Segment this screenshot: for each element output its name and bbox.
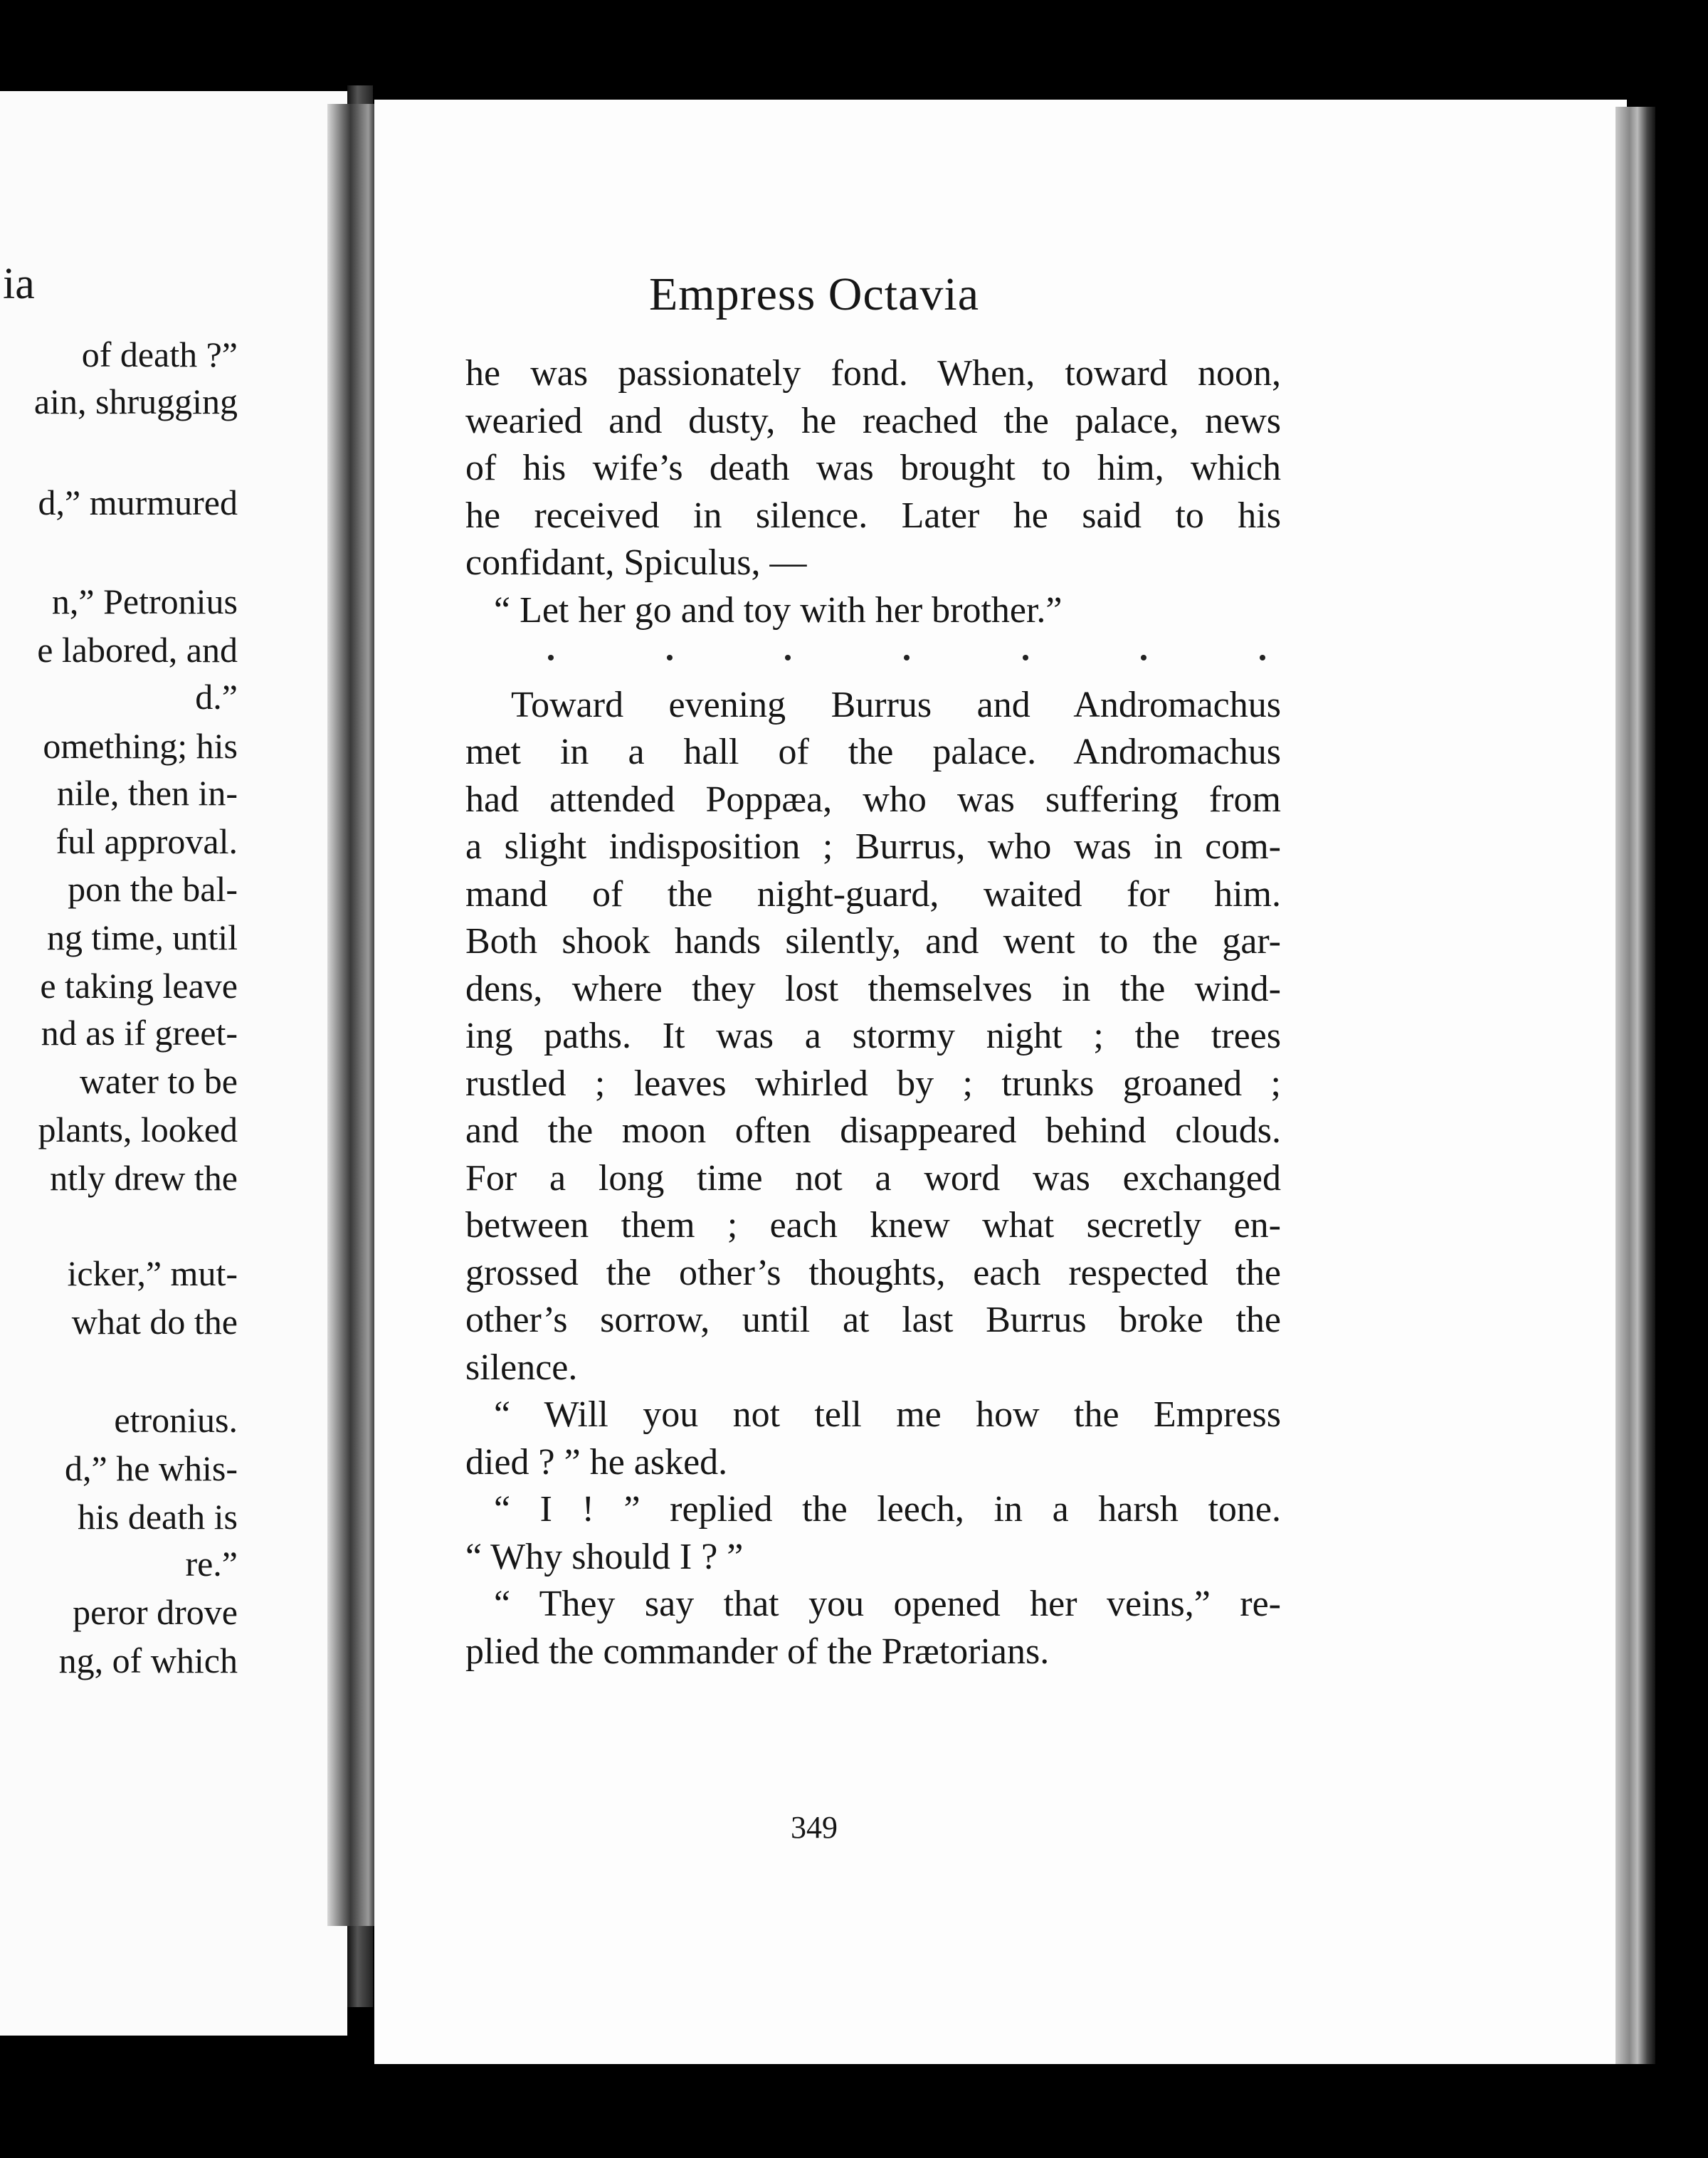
dot xyxy=(1141,655,1146,660)
page-number: 349 xyxy=(791,1810,838,1845)
left-text-line: plants, looked xyxy=(38,1110,238,1149)
text-line: “ Why should I ? ” xyxy=(465,1536,744,1577)
section-break-dots xyxy=(465,634,1281,682)
text-line: died ? ” he asked. xyxy=(465,1441,728,1483)
text-line: mand of the night-guard, waited for him. xyxy=(465,873,1281,915)
text-line: “ I ! ” replied the leech, in a harsh tone. xyxy=(494,1489,1281,1530)
text-line: plied the commander of the Prætorians. xyxy=(465,1631,1050,1672)
dot xyxy=(667,655,673,660)
left-text-line: d.” xyxy=(195,677,238,717)
text-line: and the moon often disappeared behind clouds. xyxy=(465,1110,1281,1151)
text-line: “ They say that you opened her veins,” re- xyxy=(494,1584,1281,1624)
text-line: rustled ; leaves whirled by ; trunks groaned ; xyxy=(465,1063,1281,1104)
text-line: “ Will you not tell me how the Empress xyxy=(494,1394,1281,1435)
text-line: Both shook hands silently, and went to the gar- xyxy=(465,921,1281,962)
dot xyxy=(548,655,554,660)
left-text-line: pon the bal- xyxy=(68,869,238,909)
body-text xyxy=(465,350,1281,1675)
left-text-line: omething; his xyxy=(43,726,238,766)
left-text-line: etronius. xyxy=(114,1400,238,1440)
text-line: he was passionately fond. When, toward noon, xyxy=(465,353,1281,394)
text-line: of his wife’s death was brought to him, which xyxy=(465,448,1281,488)
right-page-edge xyxy=(1615,107,1655,2064)
left-text-line: icker,” mut- xyxy=(67,1253,238,1293)
left-text-line: his death is xyxy=(78,1497,238,1537)
left-text-line: peror drove xyxy=(73,1592,238,1632)
left-text-line: n,” Petronius xyxy=(51,581,238,621)
dot xyxy=(1023,655,1028,660)
left-text-line: e labored, and xyxy=(37,630,238,670)
text-line: “ Let her go and toy with her brother.” xyxy=(494,589,1063,631)
left-text-line: nile, then in- xyxy=(56,773,238,813)
left-text-line: water to be xyxy=(79,1061,238,1101)
text-line: dens, where they lost themselves in the wind- xyxy=(465,968,1281,1009)
left-text-line: ntly drew the xyxy=(50,1158,238,1198)
right-page xyxy=(374,100,1627,2064)
text-line: silence. xyxy=(465,1347,578,1388)
left-page-edge xyxy=(327,104,379,1926)
left-text-line: nd as if greet- xyxy=(41,1013,238,1053)
dot xyxy=(904,655,910,660)
text-line: met in a hall of the palace. Andromachus xyxy=(465,732,1281,772)
left-text-line: ng time, until xyxy=(46,917,238,957)
text-line: ing paths. It was a stormy night ; the trees xyxy=(465,1016,1281,1056)
text-line: Toward evening Burrus and Andromachus xyxy=(511,684,1281,725)
dot xyxy=(1260,655,1265,660)
left-text-line: e taking leave xyxy=(40,966,238,1006)
text-line: he received in silence. Later he said to his xyxy=(465,495,1281,536)
text-line: grossed the other’s thoughts, each respected the xyxy=(465,1252,1281,1293)
text-line: wearied and dusty, he reached the palace, news xyxy=(465,400,1281,441)
left-text-line: what do the xyxy=(71,1302,238,1342)
running-head: Empress Octavia xyxy=(648,268,979,320)
left-text-line: re.” xyxy=(185,1544,238,1584)
left-text-line: ful approval. xyxy=(56,821,238,861)
left-running-head: ia xyxy=(3,260,35,308)
left-text-line: ain, shrugging xyxy=(33,381,238,421)
text-line: had attended Poppæa, who was suffering from xyxy=(465,779,1281,820)
text-line: confidant, Spiculus, — xyxy=(465,542,807,583)
left-text-line: ng, of which xyxy=(58,1641,238,1680)
dot xyxy=(785,655,791,660)
text-line: For a long time not a word was exchanged xyxy=(465,1157,1281,1199)
text-line: a slight indisposition ; Burrus, who was in com- xyxy=(465,826,1281,867)
text-line: between them ; each knew what secretly en- xyxy=(465,1205,1281,1246)
text-line: other’s sorrow, until at last Burrus broke the xyxy=(465,1300,1281,1340)
left-text-line: d,” murmured xyxy=(38,483,238,522)
left-text-line: of death ?” xyxy=(81,335,238,374)
left-text-line: d,” he whis- xyxy=(65,1448,238,1488)
left-facing-page xyxy=(0,91,347,2036)
